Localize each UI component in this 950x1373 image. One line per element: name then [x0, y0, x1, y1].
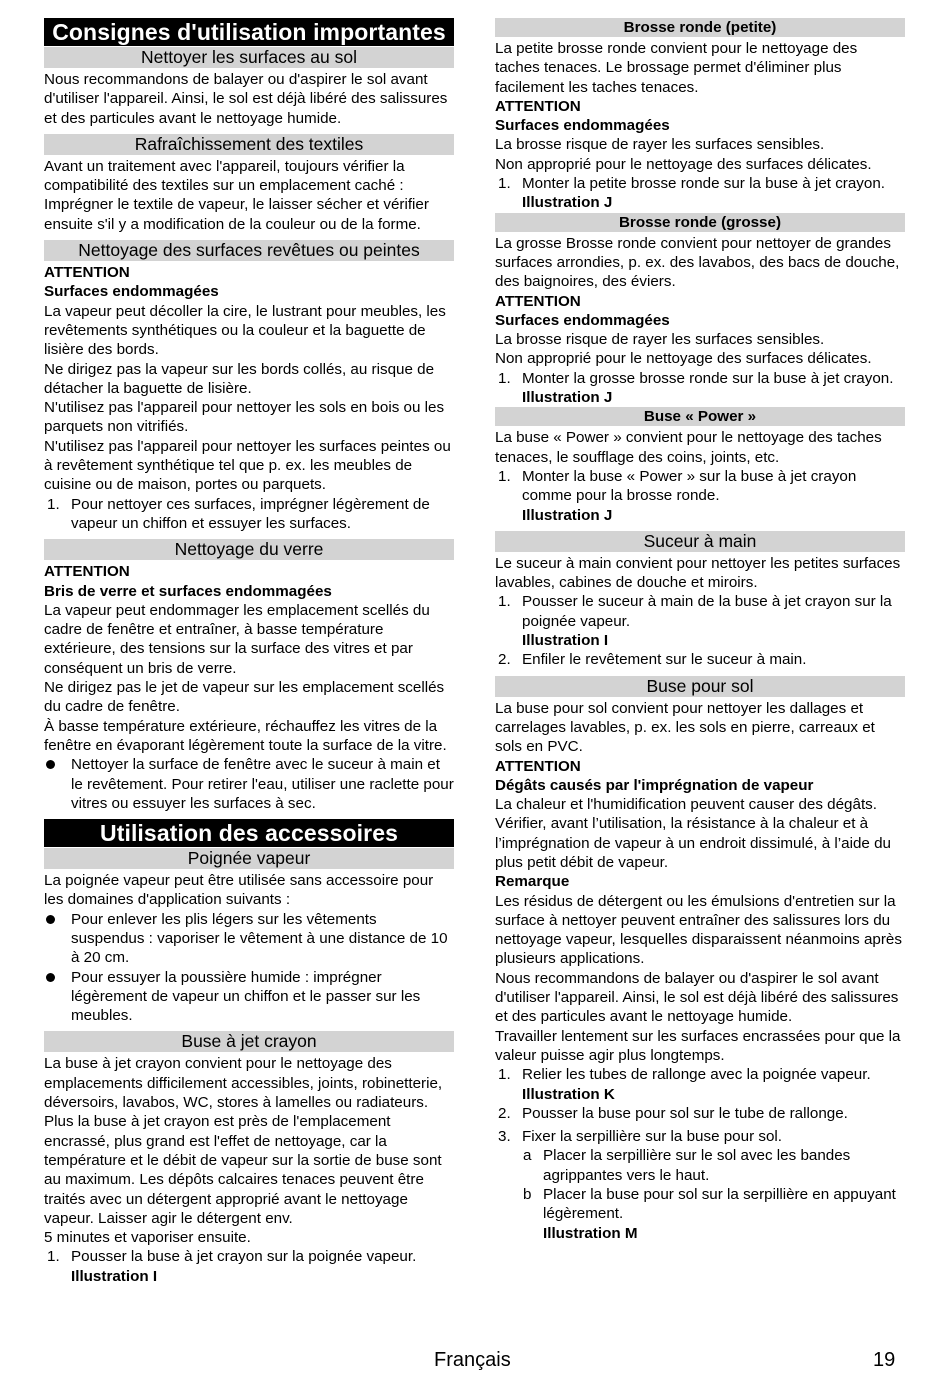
attention-subtitle: Surfaces endommagées — [44, 283, 219, 301]
step-number: 1. — [47, 1248, 60, 1266]
step-number: 2. — [498, 1104, 511, 1122]
heading-revetues: Nettoyage des surfaces revêtues ou peintes — [44, 240, 454, 261]
sub-step-letter: a — [523, 1147, 532, 1165]
step-text: Monter la buse « Power » sur la buse à jet crayon comme pour la brosse ronde. — [522, 467, 857, 505]
paragraph-buse-crayon-2: 5 minutes et vaporiser ensuite. — [44, 1229, 251, 1247]
paragraph-remarque-1: Les résidus de détergent ou les émulsions d'entretien sur la surface à nettoyer peuvent entraîner des salissures lors du nettoyage vapeur, lesquelles disparaissent néanmoins après plusieurs applications. — [495, 892, 902, 968]
paragraph-remarque-2: Nous recommandons de balayer ou d'aspirer le sol avant d'utiliser l'appareil. Ainsi, le sol est déjà libéré des salissures et des particules avant le nettoyage humide. — [495, 969, 899, 1026]
step-number: 1. — [498, 369, 511, 387]
bullet-text: Nettoyer la surface de fenêtre avec le suceur à main et le revêtement. Pour retirer l'eau, utiliser une raclette pour vitres ou essuyer les surfaces à sec. — [71, 756, 454, 812]
remarque-label: Remarque — [495, 873, 570, 891]
heading-textiles: Rafraîchissement des textiles — [44, 134, 454, 155]
list-item — [44, 495, 454, 534]
attention-subtitle: Bris de verre et surfaces endommagées — [44, 582, 332, 600]
heading-brosse-petite: Brosse ronde (petite) — [495, 18, 905, 37]
paragraph-brosse-grosse-3: Non approprié pour le nettoyage des surfaces délicates. — [495, 350, 872, 368]
step-number: 1. — [498, 593, 511, 611]
bullet-text: Pour essuyer la poussière humide : imprégner légèrement de vapeur un chiffon et le passer sur les meubles. — [71, 968, 421, 1025]
right-column — [495, 18, 905, 1243]
heading-nettoyer-sol: Nettoyer les surfaces au sol — [44, 47, 454, 68]
left-column — [44, 18, 454, 1286]
paragraph-brosse-grosse: La grosse Brosse ronde convient pour nettoyer de grandes surfaces arrondies, p. ex. des lavabos, des bacs de douche, des baignoires, des éviers. — [495, 234, 900, 291]
sub-list-item — [495, 1185, 905, 1243]
paragraph-buse-sol-2: La chaleur et l'humidification peuvent causer des dégâts. — [495, 796, 877, 814]
illustration-reference: Illustration J — [522, 506, 613, 524]
paragraph-brosse-petite-2: La brosse risque de rayer les surfaces sensibles. — [495, 136, 825, 154]
paragraph-buse-sol: La buse pour sol convient pour nettoyer les dallages et carrelages lavables, p. ex. les sols en pierre, carreaux et sols en PVC. — [495, 699, 875, 756]
attention-subtitle: Surfaces endommagées — [495, 117, 670, 135]
list-item — [495, 1127, 905, 1146]
paragraph-brosse-petite: La petite brosse ronde convient pour le nettoyage des taches tenaces. Le brossage permet d'éliminer plus facilement les taches tenaces. — [495, 40, 858, 96]
step-number: 1. — [47, 495, 60, 513]
sub-step-text: Placer la buse pour sol sur la serpillière en appuyant légèrement. — [543, 1186, 896, 1223]
paragraph-verre-2: Ne dirigez pas le jet de vapeur sur les emplacement scellés du cadre de fenêtre. — [44, 679, 445, 716]
step-text: Fixer la serpillière sur la buse pour sol. — [522, 1128, 782, 1146]
paragraph-brosse-petite-3: Non approprié pour le nettoyage des surfaces délicates. — [495, 155, 872, 173]
step-text: Monter la petite brosse ronde sur la buse à jet crayon. — [522, 175, 886, 193]
heading-buse-sol: Buse pour sol — [495, 676, 905, 697]
paragraph-textiles: Avant un traitement avec l'appareil, toujours vérifier la compatibilité des textiles sur un emplacement caché : Imprégner le textile de vapeur, le laisser sécher et vérifier ensuite s'il y a modification de la couleur ou de la forme. — [44, 157, 429, 233]
paragraph-revetues-1: La vapeur peut décoller la cire, le lustrant pour meubles, les revêtements synthétiques ou la couleur et la baguette de lisière des bords. — [44, 302, 446, 359]
illustration-reference: Illustration K — [522, 1085, 615, 1103]
attention-subtitle: Surfaces endommagées — [495, 311, 670, 329]
sub-list-item — [495, 1146, 905, 1185]
paragraph-buse-sol-3: Vérifier, avant l’utilisation, la résistance à la chaleur et à l’imprégnation de vapeur à un endroit dissimulé, à l’aide du plus petit débit de vapeur. — [495, 815, 891, 871]
bullet-text: Pour enlever les plis légers sur les vêtements suspendus : vaporiser le vêtement à une distance de 10 à 20 cm. — [71, 910, 448, 967]
illustration-reference: Illustration M — [543, 1224, 638, 1242]
paragraph-verre-3: À basse température extérieure, réchauffez les vitres de la fenêtre en évaporant légèrement toute la surface de la vitre. — [44, 717, 447, 754]
list-item — [495, 467, 905, 525]
illustration-reference: Illustration J — [522, 389, 613, 407]
step-number: 1. — [498, 1066, 511, 1084]
step-text: Pousser la buse à jet crayon sur la poignée vapeur. — [71, 1248, 417, 1266]
step-text: Pousser la buse pour sol sur le tube de rallonge. — [522, 1104, 848, 1122]
step-number: 1. — [498, 175, 511, 193]
heading-suceur: Suceur à main — [495, 531, 905, 552]
attention-label: ATTENTION — [495, 97, 581, 115]
bullet-icon — [46, 915, 55, 924]
heading-buse-power: Buse « Power » — [495, 407, 905, 426]
section-heading-accessoires: Utilisation des accessoires — [44, 819, 454, 847]
attention-label: ATTENTION — [495, 757, 581, 775]
bullet-icon — [46, 973, 55, 982]
step-number: 1. — [498, 467, 511, 485]
attention-label: ATTENTION — [495, 292, 581, 310]
list-item — [495, 592, 905, 650]
paragraph-poignee: La poignée vapeur peut être utilisée sans accessoire pour les domaines d'application suivants : — [44, 872, 434, 909]
attention-subtitle: Dégâts causés par l'imprégnation de vapeur — [495, 776, 814, 794]
list-item — [495, 1065, 905, 1104]
heading-verre: Nettoyage du verre — [44, 539, 454, 560]
list-item — [495, 174, 905, 213]
sub-step-text: Placer la serpillière sur le sol avec les bandes agrippantes vers le haut. — [543, 1147, 851, 1184]
heading-brosse-grosse: Brosse ronde (grosse) — [495, 213, 905, 232]
illustration-reference: Illustration I — [522, 632, 609, 650]
step-number: 2. — [498, 651, 511, 669]
paragraph-remarque-3: Travailler lentement sur les surfaces encrassées pour que la valeur puisse agir plus longtemps. — [495, 1027, 901, 1064]
list-item — [44, 755, 454, 813]
section-heading-consignes: Consignes d'utilisation importantes — [44, 18, 454, 46]
illustration-reference: Illustration I — [71, 1267, 158, 1285]
paragraph-revetues-2: Ne dirigez pas la vapeur sur les bords collés, au risque de détacher la baguette de lisière. — [44, 360, 435, 397]
list-item — [44, 910, 454, 968]
footer-language: Français — [434, 1349, 511, 1371]
heading-poignee: Poignée vapeur — [44, 848, 454, 869]
step-text: Monter la grosse brosse ronde sur la buse à jet crayon. — [522, 369, 894, 387]
paragraph-revetues-3: N'utilisez pas l'appareil pour nettoyer les sols en bois ou les parquets non vitrifiés. — [44, 399, 445, 436]
attention-label: ATTENTION — [44, 563, 130, 581]
bullet-icon — [46, 760, 55, 769]
paragraph-suceur: Le suceur à main convient pour nettoyer les petites surfaces lavables, cabines de douche et miroirs. — [495, 554, 901, 592]
list-item — [44, 1247, 454, 1286]
paragraph-verre-1: La vapeur peut endommager les emplacement scellés du cadre de fenêtre et entraîner, à basse température extérieure, des tensions sur la surface des vitres et par conséquent un bris de verre. — [44, 601, 430, 677]
list-item — [44, 968, 454, 1026]
heading-buse-crayon: Buse à jet crayon — [44, 1031, 454, 1052]
list-item — [495, 1104, 905, 1123]
paragraph-power: La buse « Power » convient pour le nettoyage des taches tenaces, le soufflage des coins, joints, etc. — [495, 429, 882, 466]
attention-label: ATTENTION — [44, 264, 130, 282]
step-text: Pousser le suceur à main de la buse à jet crayon sur la poignée vapeur. — [522, 593, 892, 630]
paragraph-brosse-grosse-2: La brosse risque de rayer les surfaces sensibles. — [495, 331, 825, 349]
sub-step-letter: b — [523, 1186, 532, 1204]
page-number: 19 — [873, 1349, 896, 1371]
step-text: Relier les tubes de rallonge avec la poignée vapeur. — [522, 1066, 871, 1084]
illustration-reference: Illustration J — [522, 194, 613, 212]
paragraph-buse-crayon-1: La buse à jet crayon convient pour le nettoyage des emplacements difficilement accessibles, joints, robinetterie, déversoirs, lavabos, WC, stores à lamelles ou radiateurs. Plus la buse à jet crayon est près de l'emplacement encrassé, plus grand est l'effet de nettoyage, car la température et le débit de vapeur sur la sortie de buse sont au maximum. Les dépôts calcaires tenaces peuvent être traités avec un détergent approprié avant le nettoyage vapeur. Laisser agir le détergent env. — [44, 1055, 443, 1227]
paragraph-revetues-4: N'utilisez pas l'appareil pour nettoyer les surfaces peintes ou à revêtement synthétique tel que p. ex. les meubles de cuisine ou de maison, portes ou parquets. — [44, 437, 451, 494]
step-text: Enfiler le revêtement sur le suceur à main. — [522, 651, 807, 669]
step-text: Pour nettoyer ces surfaces, imprégner légèrement de vapeur un chiffon et essuyer les surfaces. — [71, 495, 430, 532]
step-number: 3. — [498, 1128, 511, 1146]
list-item — [495, 650, 905, 669]
list-item — [495, 369, 905, 408]
paragraph-nettoyer-sol: Nous recommandons de balayer ou d'aspirer le sol avant d'utiliser l'appareil. Ainsi, le sol est déjà libéré des salissures et des particules avant le nettoyage humide. — [44, 71, 448, 127]
